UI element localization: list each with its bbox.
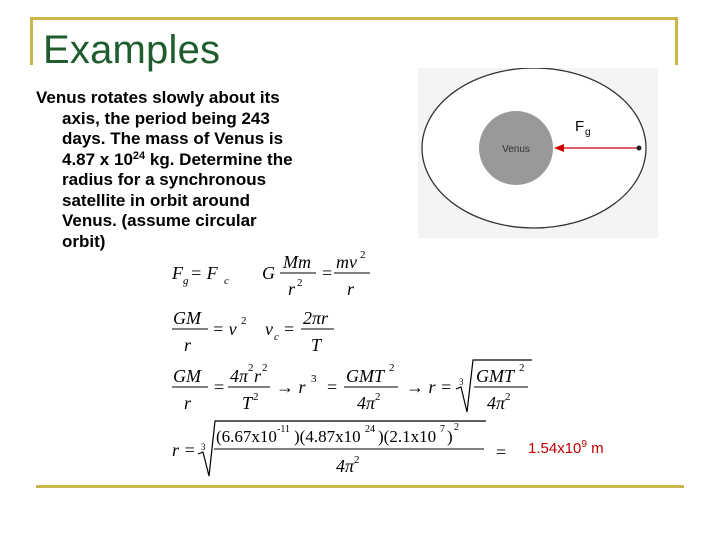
eq-subscript: c <box>224 275 229 287</box>
eq-denominator: r <box>347 279 355 299</box>
eq-numerator: )(4.87x10 <box>294 427 361 446</box>
eq-numerator: GM <box>173 308 201 328</box>
eq-numerator: )(2.1x10 <box>378 427 437 446</box>
eq-exponent: 2 <box>519 362 525 374</box>
eq-exponent: 2 <box>505 391 511 403</box>
eq-subscript: g <box>183 275 189 287</box>
eq-exponent: 2 <box>360 249 366 261</box>
eq-term: G <box>262 263 275 283</box>
frame-left-line <box>30 17 33 65</box>
eq-numerator: 4π <box>230 366 249 386</box>
problem-statement <box>36 88 382 252</box>
eq-numerator: GMT <box>346 366 385 386</box>
frame-right-line <box>675 17 678 65</box>
eq-denominator: r <box>184 393 192 413</box>
problem-line: axis, the period being 243 <box>62 108 270 128</box>
eq-exponent: -11 <box>277 424 290 435</box>
eq-denominator: 4π <box>357 393 376 413</box>
equation-2-svg <box>170 302 410 360</box>
planet-label: Venus <box>502 144 530 155</box>
eq-denominator: T <box>242 393 253 413</box>
answer-unit: m <box>586 440 604 457</box>
eq-exponent: 2 <box>454 422 459 433</box>
eq-equals: = <box>284 319 295 339</box>
orbit-diagram <box>418 68 658 243</box>
eq-term: → r <box>276 377 306 397</box>
eq-numerator: r <box>254 366 262 386</box>
eq-term: r = <box>172 440 196 460</box>
problem-line: Venus. (assume circular <box>62 211 257 230</box>
eq-exponent: 2 <box>375 391 381 403</box>
eq-exponent: 2 <box>241 315 247 327</box>
answer-mantissa: 1.54x10 <box>528 440 582 457</box>
problem-line: Venus rotates slowly about its <box>36 88 280 107</box>
answer-exponent: 9 <box>581 439 587 450</box>
eq-exponent: 2 <box>248 362 254 374</box>
root-index: 3 <box>459 377 464 387</box>
problem-line: kg. Determine the <box>145 149 293 169</box>
eq-term: F <box>172 263 183 283</box>
eq-equals: = <box>322 263 333 283</box>
problem-line: radius for a synchronous <box>62 170 267 189</box>
eq-exponent: 7 <box>440 424 445 435</box>
eq-exponent: 2 <box>262 362 268 374</box>
eq-numerator: 2πr <box>303 308 329 328</box>
slide-title: Examples <box>43 28 221 72</box>
eq-exponent: 2 <box>389 362 395 374</box>
root-index: 3 <box>201 442 206 452</box>
eq-exponent: 2 <box>354 454 360 466</box>
equation-4-svg <box>170 418 526 480</box>
eq-denominator: 4π <box>487 393 506 413</box>
eq-term: v <box>265 319 273 339</box>
eq-exponent: 3 <box>311 373 317 385</box>
eq-numerator: GMT <box>476 366 515 386</box>
eq-numerator: ) <box>447 427 453 446</box>
eq-denominator: T <box>311 335 322 355</box>
eq-exponent: 2 <box>253 391 259 403</box>
eq-numerator: GM <box>173 366 201 386</box>
satellite-dot <box>637 146 642 151</box>
orbit-diagram-svg <box>418 68 658 238</box>
eq-numerator: Mm <box>283 252 311 272</box>
eq-equals: = <box>327 377 338 397</box>
eq-exponent: 2 <box>297 277 303 289</box>
eq-term: = F <box>190 263 218 283</box>
problem-line: orbit) <box>62 231 106 251</box>
eq-term: → r = <box>406 377 453 397</box>
eq-term: = v <box>212 319 237 339</box>
frame-bottom-line <box>36 485 684 488</box>
equation-3-svg <box>170 358 540 418</box>
eq-denominator: r <box>184 335 192 355</box>
eq-subscript: c <box>274 331 279 343</box>
equation-2 <box>170 302 410 365</box>
force-subscript: g <box>585 127 591 138</box>
problem-line: satellite in orbit around <box>62 190 250 210</box>
equation-3 <box>170 358 540 423</box>
equation-4 <box>170 418 526 485</box>
answer-value <box>528 440 604 457</box>
eq-denominator: r <box>288 279 296 299</box>
eq-exponent: 24 <box>365 424 375 435</box>
force-label: F <box>575 118 585 135</box>
frame-top-line <box>30 17 678 20</box>
eq-equals: = <box>214 377 225 397</box>
equation-1 <box>170 246 410 309</box>
eq-numerator: (6.67x10 <box>216 427 277 446</box>
problem-line: days. The mass of Venus is <box>62 129 284 148</box>
equation-1-svg <box>170 246 410 304</box>
eq-numerator: mv <box>336 252 357 272</box>
eq-equals: = <box>496 442 507 462</box>
eq-denominator: 4π <box>336 456 355 476</box>
exponent: 24 <box>132 149 146 162</box>
problem-line: 4.87 x 10 <box>62 149 133 169</box>
